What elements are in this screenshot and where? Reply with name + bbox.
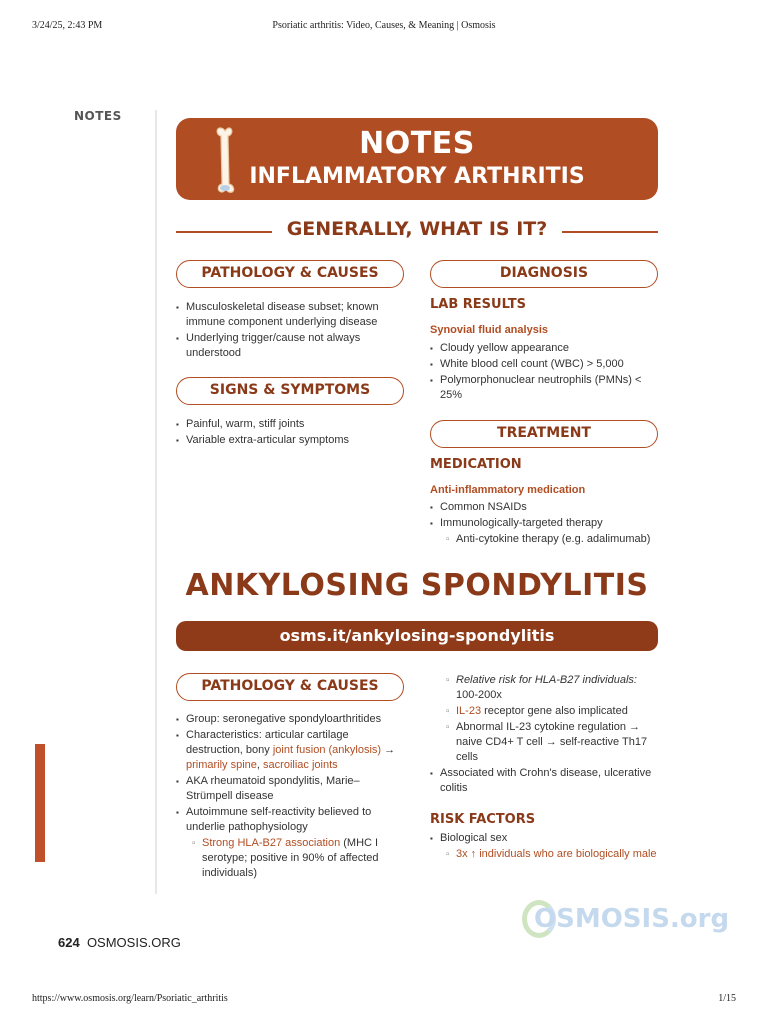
pathology-causes-pill: PATHOLOGY & CAUSES	[176, 260, 404, 288]
list-item: ▪ Common NSAIDs	[430, 500, 658, 515]
treatment-list	[430, 500, 658, 548]
list-item: ▪ Variable extra-articular symptoms	[176, 433, 402, 448]
list-item	[176, 728, 402, 773]
print-url[interactable]: https://www.osmosis.org/learn/Psoriatic_arthritis	[32, 993, 228, 1004]
group-label: Group:	[186, 713, 220, 725]
list-item: ▪ White blood cell count (WBC) > 5,000	[430, 357, 658, 372]
relative-risk-value: 100-200x	[456, 689, 502, 701]
list-subitem: ▫ 3x ↑ individuals who are biologically male	[430, 847, 658, 862]
diagnosis-pill: DIAGNOSIS	[430, 260, 658, 288]
lab-results-heading: LAB RESULTS	[430, 297, 526, 312]
chapter-tab-marker	[35, 744, 45, 862]
list-subitem	[176, 836, 402, 881]
list-item: ▪ Cloudy yellow appearance	[430, 341, 658, 356]
pathology-list	[176, 300, 402, 362]
print-page-counter: 1/15	[718, 993, 736, 1004]
list-item: ▪ Underlying trigger/cause not always understood	[176, 331, 402, 361]
osmosis-link-bar[interactable]: osms.it/ankylosing-spondylitis	[176, 621, 658, 651]
ankylosing-spondylitis-title: ANKYLOSING SPONDYLITIS	[185, 568, 649, 603]
hla-text: (MHC I serotype; positive in 90% of affected individuals)	[202, 837, 379, 879]
char-text: articular cartilage destruction, bony	[186, 729, 349, 756]
site-name: OSMOSIS.ORG	[86, 935, 181, 950]
list-subitem	[430, 704, 658, 719]
char-highlight: sacroiliac joints	[263, 759, 338, 771]
hla-highlight: Strong HLA-B27 association	[202, 837, 341, 849]
as-pathology-list-continued	[430, 673, 658, 797]
section-general-title: GENERALLY, WHAT IS IT?	[286, 218, 548, 240]
synovial-heading: Synovial fluid analysis	[430, 324, 548, 336]
list-item: ▪ Musculoskeletal disease subset; known immune component underlying disease	[176, 300, 402, 330]
diagnosis-list	[430, 341, 658, 404]
il23-text: receptor gene also implicated	[481, 705, 628, 717]
notes-banner	[176, 118, 658, 200]
list-subitem	[430, 673, 658, 703]
list-item: ▪ AKA rheumatoid spondylitis, Marie–Strümpell disease	[176, 774, 402, 804]
sidebar-notes-label: NOTES	[74, 109, 122, 123]
treatment-pill: TREATMENT	[430, 420, 658, 448]
il23-highlight: IL-23	[456, 705, 482, 717]
relative-risk-label: Relative risk for HLA-B27 individuals:	[456, 674, 637, 686]
as-pathology-list	[176, 712, 402, 882]
list-item: ▪ Autoimmune self-reactivity believed to underlie pathophysiology	[176, 805, 402, 835]
medication-heading: MEDICATION	[430, 457, 522, 472]
char-sep: ,	[256, 759, 264, 771]
list-item: ▪ Polymorphonuclear neutrophils (PMNs) < 25%	[430, 373, 658, 403]
osmosis-logo	[522, 896, 730, 942]
list-subitem: ▫ Abnormal IL-23 cytokine regulation → naive CD4+ T cell → self-reactive Th17 cells	[430, 720, 658, 765]
page-footer	[58, 935, 181, 950]
as-pathology-pill: PATHOLOGY & CAUSES	[176, 673, 404, 701]
sidebar-divider	[155, 110, 157, 894]
signs-list	[176, 417, 402, 449]
list-item	[176, 712, 402, 727]
list-subitem: ▫ Anti-cytokine therapy (e.g. adalimumab)	[430, 532, 658, 547]
char-highlight: primarily spine	[186, 759, 257, 771]
char-arrow: →	[381, 744, 396, 756]
section-general-header	[176, 218, 658, 246]
page-number: 624	[58, 935, 80, 950]
print-page-title: Psoriatic arthritis: Video, Causes, & Meaning | Osmosis	[272, 20, 496, 31]
list-item: ▪ Associated with Crohn's disease, ulcerative colitis	[430, 766, 658, 796]
signs-symptoms-pill: SIGNS & SYMPTOMS	[176, 377, 404, 405]
logo-text: OSMOSIS.org	[534, 904, 730, 934]
banner-subtitle: INFLAMMATORY ARTHRITIS	[249, 164, 585, 189]
group-text: seronegative spondyloarthritides	[219, 713, 382, 725]
list-item: ▪ Biological sex	[430, 831, 658, 846]
print-datetime: 3/24/25, 2:43 PM	[32, 20, 103, 31]
list-item: ▪ Painful, warm, stiff joints	[176, 417, 402, 432]
risk-factors-list	[430, 831, 658, 863]
char-highlight: joint fusion (ankylosis)	[272, 744, 382, 756]
risk-factors-heading: RISK FACTORS	[430, 812, 536, 827]
list-item: ▪ Immunologically-targeted therapy	[430, 516, 658, 531]
banner-title: NOTES	[359, 126, 475, 161]
anti-inflammatory-heading: Anti-inflammatory medication	[430, 484, 586, 496]
characteristics-label: Characteristics:	[186, 729, 262, 741]
